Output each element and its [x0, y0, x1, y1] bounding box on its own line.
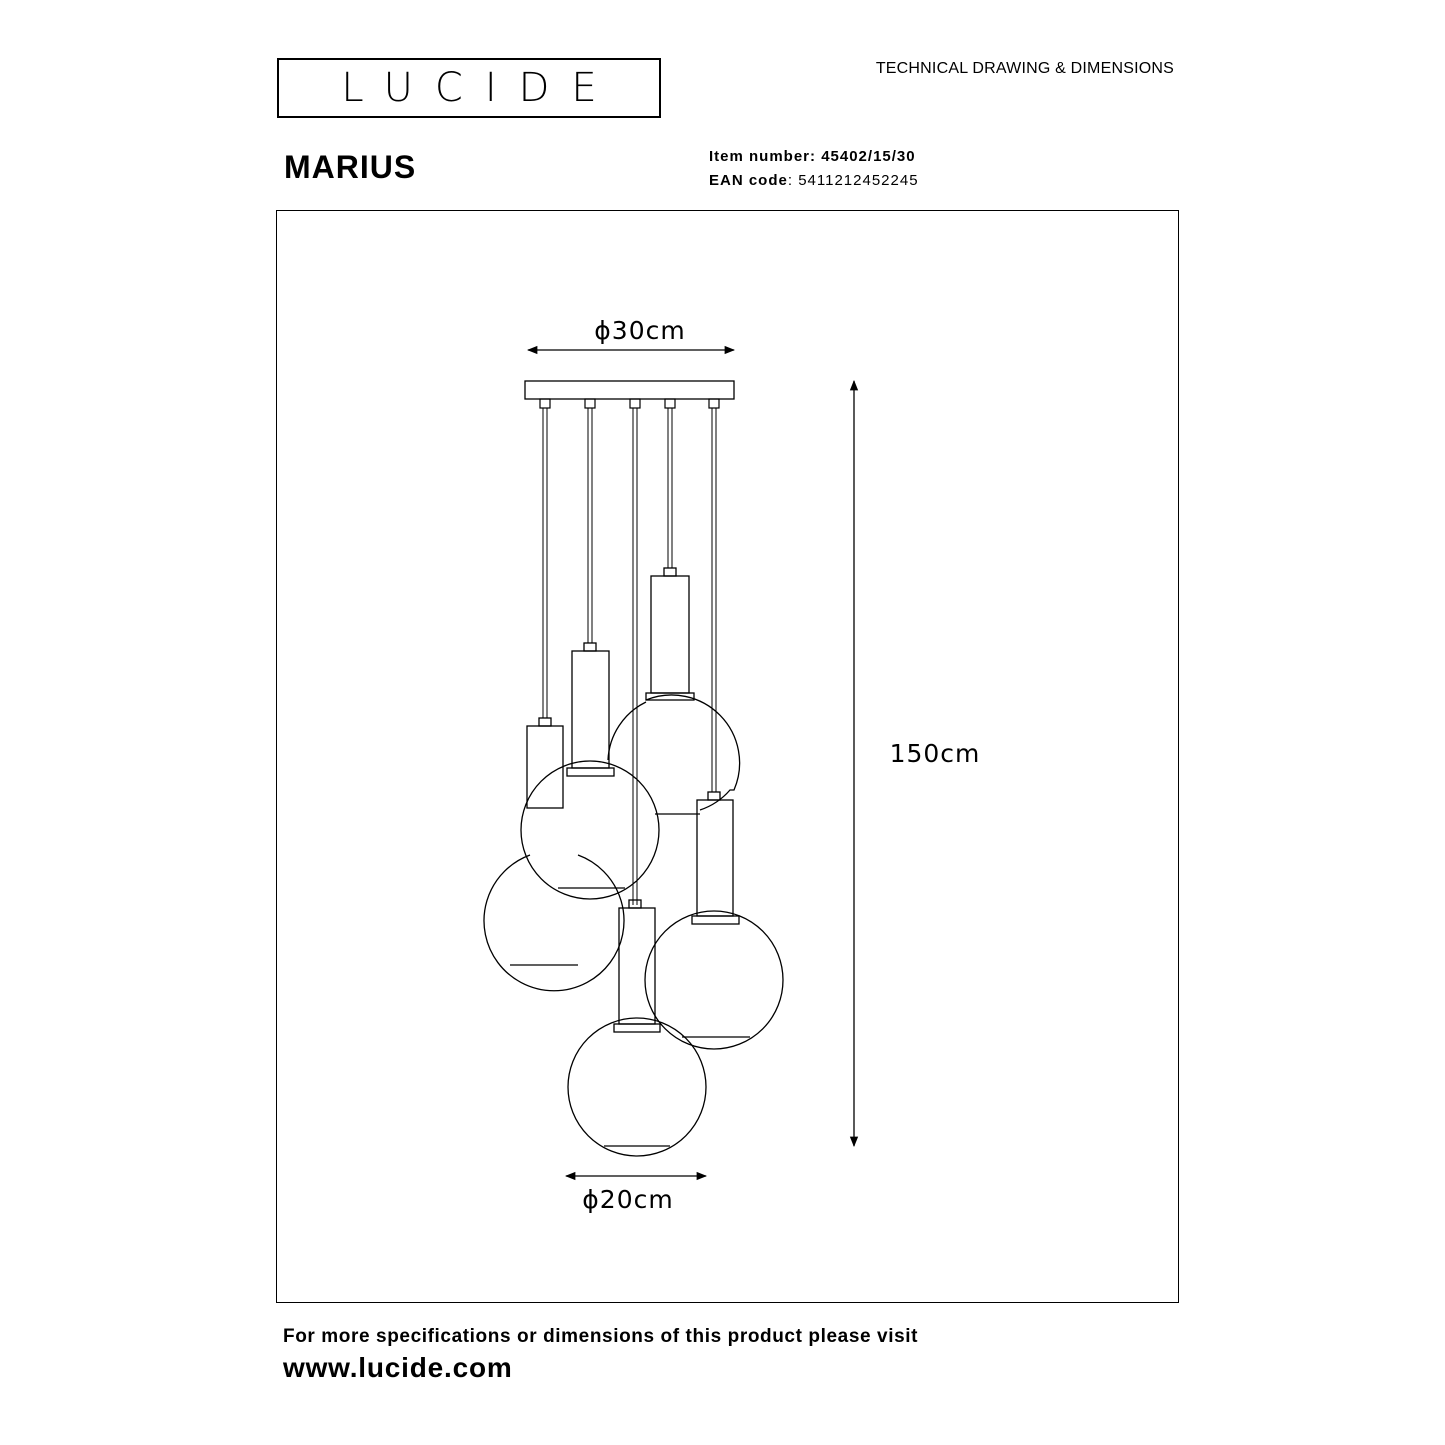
item-number-label: Item number: [709, 148, 817, 165]
ean-code-value: : 5411212452245 [787, 172, 919, 189]
footer-note: For more specifications or dimensions of this product please visit [283, 1326, 919, 1347]
footer-url[interactable]: www.lucide.com [283, 1352, 513, 1383]
pendant-lamp [484, 718, 624, 991]
pendant-lamp [608, 568, 740, 814]
product-name: MARIUS [284, 149, 417, 185]
canopy-dimension [528, 316, 734, 350]
ean-code-label: EAN code [709, 172, 788, 189]
pendant-cables [543, 408, 716, 905]
cable-connectors [540, 399, 719, 408]
pendant-lamp [568, 900, 706, 1156]
pendant-lamp [645, 792, 783, 1049]
item-number-value: 45402/15/30 [821, 148, 916, 165]
shade-diameter-label: ϕ20cm [582, 1185, 674, 1214]
canopy-diameter-label: ϕ30cm [594, 316, 686, 345]
height-label: 150cm [889, 739, 981, 768]
height-dimension [854, 381, 980, 1146]
shade-dimension [566, 1176, 706, 1214]
document-type-label: TECHNICAL DRAWING & DIMENSIONS [875, 60, 1174, 77]
ceiling-canopy [525, 381, 734, 399]
brand-logo: LUCIDE [341, 65, 619, 111]
